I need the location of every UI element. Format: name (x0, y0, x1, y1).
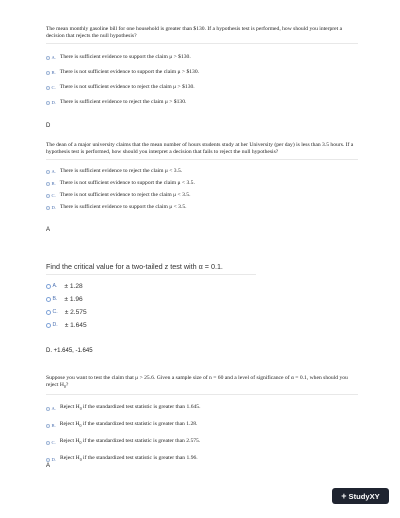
question-stem: Find the critical value for a two-tailed z test with α = 0.1. (46, 262, 223, 271)
option-b[interactable] (46, 296, 358, 303)
option-letter: B. (52, 296, 58, 302)
radio-icon[interactable] (46, 182, 50, 186)
option-text: ± 1.28 (64, 283, 83, 290)
option-text: Reject $H_0$ if the standardized test statistic is greater than 1.28. (59, 421, 198, 429)
question-3 (46, 262, 358, 329)
option-letter: D. (51, 100, 56, 105)
option-d[interactable] (46, 204, 358, 211)
answer-2: A (46, 227, 51, 233)
option-letter: B. (51, 423, 56, 429)
radio-icon[interactable] (46, 101, 50, 105)
option-d[interactable] (46, 99, 358, 106)
question-stem: The mean monthly gasoline bill for one household is greater than $130. If a hypothesis test is performed, how should you interpret a decision that rejects the null hypothesis? (46, 26, 343, 39)
option-c[interactable] (46, 192, 358, 199)
radio-icon[interactable] (46, 407, 50, 411)
radio-icon[interactable] (46, 458, 50, 462)
option-a[interactable] (46, 283, 358, 290)
option-letter: A. (51, 169, 56, 174)
option-letter: A. (51, 55, 56, 60)
option-letter: C. (51, 440, 56, 446)
option-text: There is sufficient evidence to reject the claim μ < 3.5. (59, 168, 183, 174)
option-letter: C. (51, 85, 56, 90)
question-2 (46, 142, 358, 211)
option-text: There is sufficient evidence to support the claim μ < 3.5. (59, 204, 187, 210)
radio-icon[interactable] (46, 194, 50, 198)
logo-text: StudyXY (348, 491, 380, 501)
option-letter: A. (51, 406, 56, 412)
option-c[interactable] (46, 309, 358, 316)
option-d[interactable] (46, 455, 358, 464)
option-b[interactable] (46, 180, 358, 187)
option-a[interactable] (46, 54, 358, 61)
option-letter: B. (51, 70, 56, 75)
answer-3: D. +1.645, -1.645 (46, 348, 93, 354)
radio-icon[interactable] (46, 310, 51, 315)
option-c[interactable] (46, 438, 358, 447)
option-letter: D. (51, 457, 56, 463)
option-letter: C. (52, 309, 58, 315)
option-a[interactable] (46, 168, 358, 175)
option-text: There is sufficient evidence to support the claim μ > $130. (59, 54, 191, 60)
answer-4: A (46, 463, 51, 469)
radio-icon[interactable] (46, 56, 50, 60)
option-text: There is not sufficient evidence to reject the claim μ < 3.5. (59, 192, 191, 198)
option-b[interactable] (46, 69, 358, 76)
option-text: Reject $H_0$ if the standardized test statistic is greater than 2.575. (59, 438, 201, 446)
option-text: There is not sufficient evidence to reject the claim μ > $130. (59, 84, 195, 90)
question-stem: Suppose you want to test the claim that μ > 25.6. Given a sample size of n = 60 and a level of significance of α = 0.1, when should you reject $H_0$? (46, 375, 348, 390)
option-text: ± 2.575 (64, 309, 87, 316)
question-4 (46, 375, 358, 465)
radio-icon[interactable] (46, 441, 50, 445)
option-text: There is not sufficient evidence to support the claim μ > $130. (59, 69, 200, 75)
option-b[interactable] (46, 421, 358, 430)
option-letter: D. (52, 322, 58, 328)
option-letter: D. (51, 205, 56, 210)
option-letter: A. (52, 283, 58, 289)
option-text: Reject $H_0$ if the standardized test statistic is greater than 1.96. (59, 455, 198, 463)
question-1 (46, 26, 358, 106)
radio-icon[interactable] (46, 284, 51, 289)
radio-icon[interactable] (46, 86, 50, 90)
option-text: ± 1.645 (64, 322, 87, 329)
option-letter: C. (51, 193, 56, 198)
option-text: There is not sufficient evidence to support the claim μ < 3.5. (59, 180, 195, 186)
radio-icon[interactable] (46, 424, 50, 428)
option-letter: B. (51, 181, 56, 186)
radio-icon[interactable] (46, 71, 50, 75)
option-text: ± 1.96 (64, 296, 83, 303)
plus-icon: + (341, 490, 347, 501)
option-a[interactable] (46, 404, 358, 413)
radio-icon[interactable] (46, 170, 50, 174)
studyxy-logo[interactable] (332, 488, 389, 504)
radio-icon[interactable] (46, 297, 51, 302)
option-c[interactable] (46, 84, 358, 91)
option-text: Reject $H_0$ if the standardized test statistic is greater than 1.645. (59, 404, 201, 412)
radio-icon[interactable] (46, 206, 50, 210)
option-text: There is sufficient evidence to reject the claim μ > $130. (59, 99, 187, 105)
answer-1: D (46, 123, 51, 129)
question-stem: The dean of a major university claims that the mean number of hours students study at her University (per day) is less than 3.5 hours. If a hypothesis test is performed, how should you interpret a decision that fails to reject the null hypothesis? (46, 142, 354, 155)
radio-icon[interactable] (46, 323, 51, 328)
option-d[interactable] (46, 322, 358, 329)
